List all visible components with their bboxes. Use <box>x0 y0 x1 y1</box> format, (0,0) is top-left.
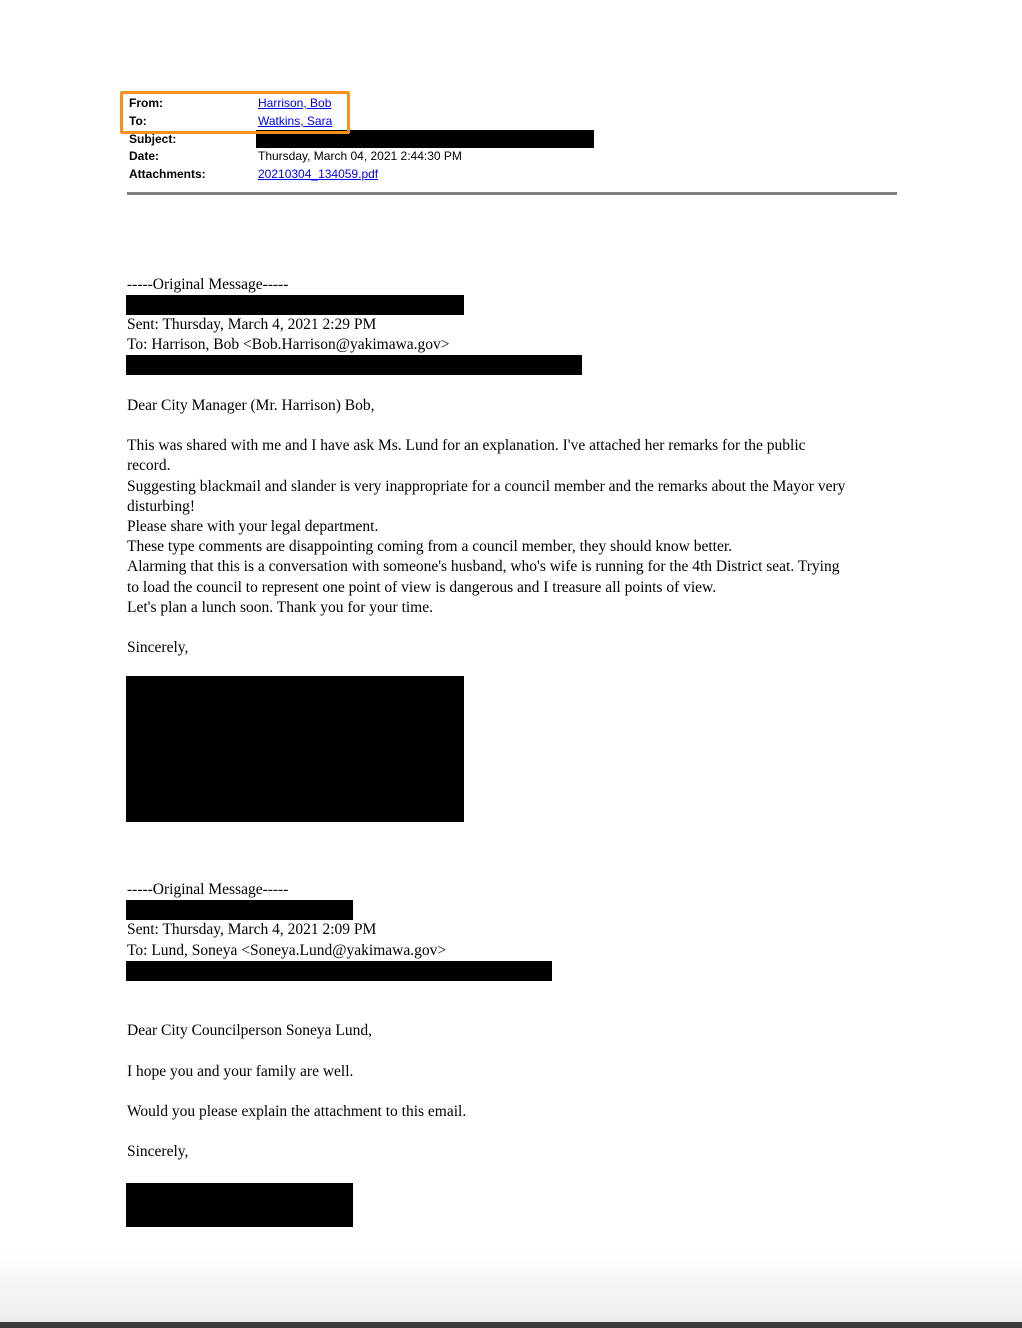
message1-subject-redaction <box>126 355 582 375</box>
attachments-label: Attachments: <box>129 167 206 181</box>
message1-body-line: Please share with your legal department. <box>127 518 379 535</box>
message1-body-line: Suggesting blackmail and slander is very inappropriate for a council member and the remarks about the Mayor very <box>127 478 846 495</box>
message2-divider: -----Original Message----- <box>127 881 289 898</box>
header-divider <box>127 192 897 195</box>
message1-sent: Sent: Thursday, March 4, 2021 2:29 PM <box>127 316 377 333</box>
subject-label: Subject: <box>129 132 177 146</box>
from-link[interactable]: Harrison, Bob <box>258 96 332 110</box>
message2-closing: Sincerely, <box>127 1143 189 1160</box>
message1-body-line: record. <box>127 457 171 474</box>
message1-to: To: Harrison, Bob <Bob.Harrison@yakimawa.gov> <box>127 336 450 353</box>
message1-body-line: This was shared with me and I have ask Ms. Lund for an explanation. I've attached her remarks for the public <box>127 437 806 454</box>
page-bottom-shadow <box>0 1250 1022 1322</box>
message2-body-line: I hope you and your family are well. <box>127 1063 354 1080</box>
attachment-link[interactable]: 20210304_134059.pdf <box>258 167 379 181</box>
message1-from-redaction <box>126 295 464 315</box>
message1-signature-redaction <box>126 676 464 822</box>
message2-sent: Sent: Thursday, March 4, 2021 2:09 PM <box>127 921 377 938</box>
to-label: To: <box>129 114 147 128</box>
message2-body-line: Would you please explain the attachment to this email. <box>127 1103 467 1120</box>
to-link[interactable]: Watkins, Sara <box>258 114 333 128</box>
from-label: From: <box>129 96 163 110</box>
date-value: Thursday, March 04, 2021 2:44:30 PM <box>258 149 462 163</box>
message1-divider: -----Original Message----- <box>127 276 289 293</box>
message1-body-line: These type comments are disappointing coming from a council member, they should know better. <box>127 538 733 555</box>
from-to-highlight-box <box>120 91 350 134</box>
message1-body-line: disturbing! <box>127 498 196 515</box>
message2-subject-redaction <box>126 961 552 981</box>
message1-body-line: Alarming that this is a conversation with someone's husband, who's wife is running for the 4th District seat. Trying <box>127 558 840 575</box>
message2-from-redaction <box>126 900 353 920</box>
date-label: Date: <box>129 149 160 163</box>
message2-greeting: Dear City Councilperson Soneya Lund, <box>127 1022 372 1039</box>
message1-greeting: Dear City Manager (Mr. Harrison) Bob, <box>127 397 375 414</box>
message1-body-line: to load the council to represent one point of view is dangerous and I treasure all points of view. <box>127 579 717 596</box>
message1-closing: Sincerely, <box>127 639 189 656</box>
message2-to: To: Lund, Soneya <Soneya.Lund@yakimawa.gov> <box>127 942 447 959</box>
viewer-bottom-bar <box>0 1322 1022 1328</box>
message1-body-line: Let's plan a lunch soon. Thank you for your time. <box>127 599 433 616</box>
message2-signature-redaction <box>126 1183 353 1227</box>
